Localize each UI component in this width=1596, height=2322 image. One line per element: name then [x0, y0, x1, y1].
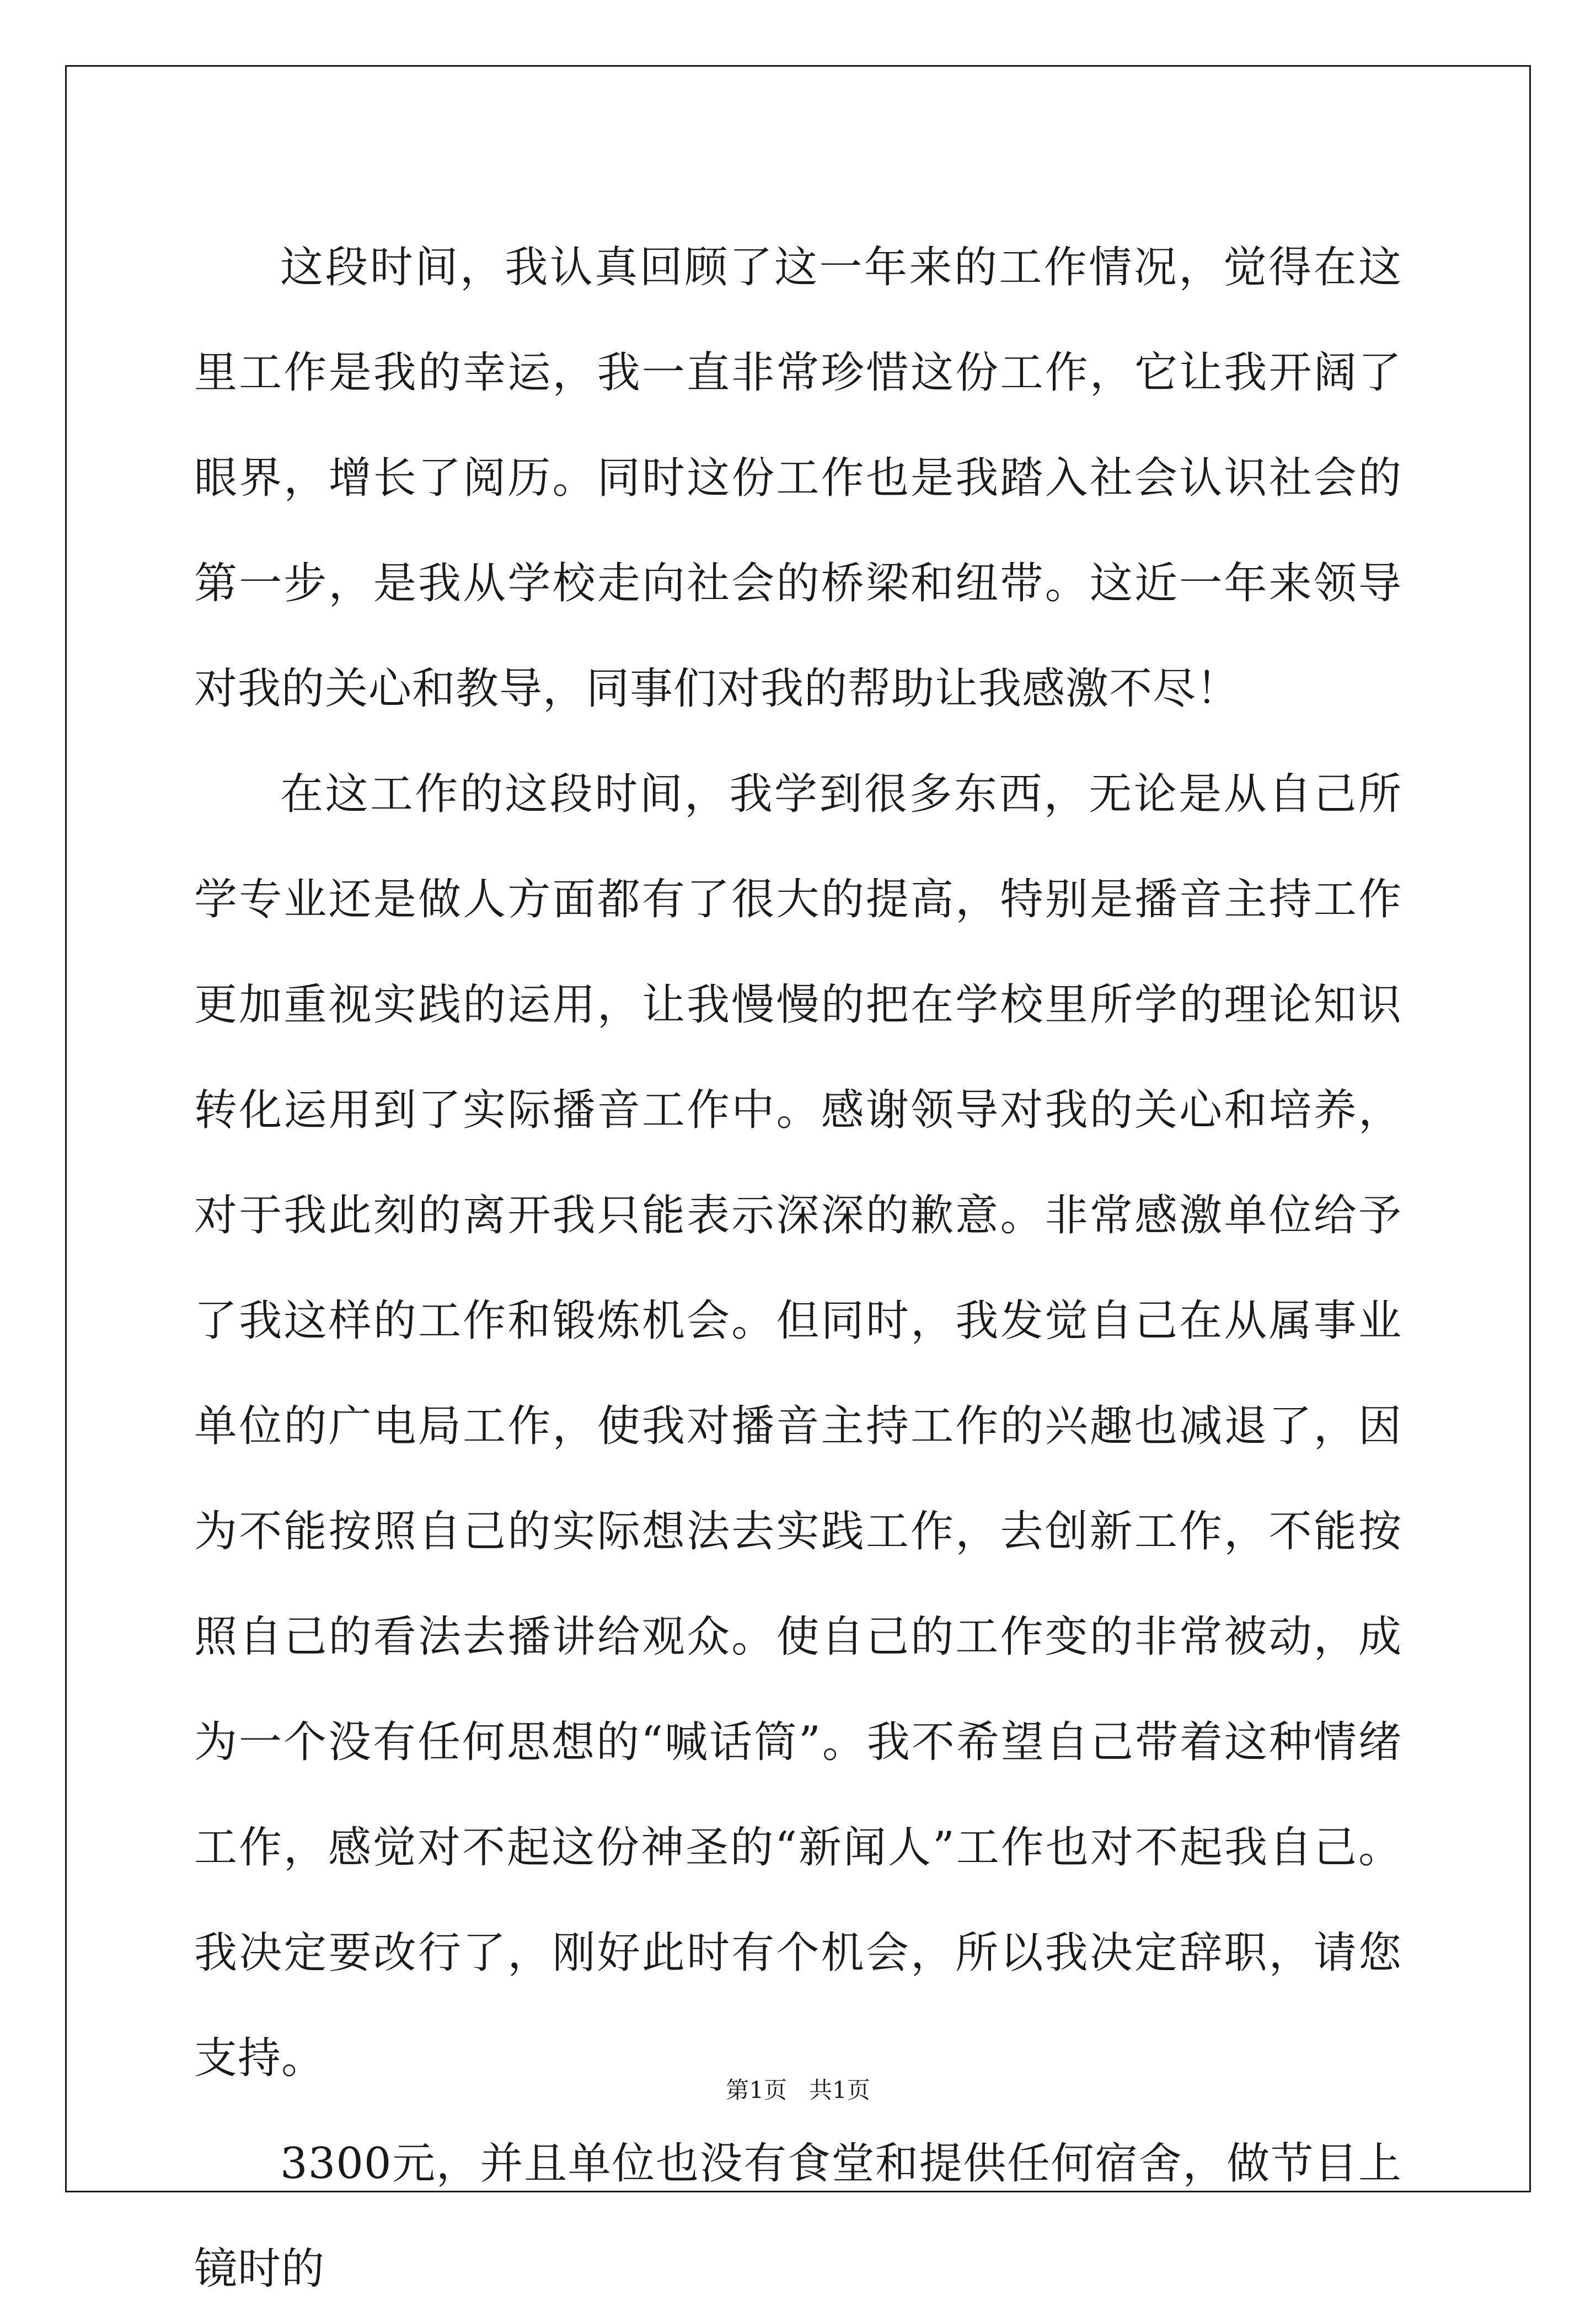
paragraph-2: 在这工作的这段时间，我学到很多东西，无论是从自己所学专业还是做人方面都有了很大的提高，特别是播音主持工作更加重视实践的运用，让我慢慢的把在学校里所学的理论知识转化运用到了实际播音工作中。感谢领导对我的关心和培养，对于我此刻的离开我只能表示深深的歉意。非常感激单位给予了我这样的工作和锻炼机会。但同时，我发觉自己在从属事业单位的广电局工作，使我对播音主持工作的兴趣也减退了，因为不能按照自己的实际想法去实践工作，去创新工作，不能按照自己的看法去播讲给观众。使自己的工作变的非常被动，成为一个没有任何思想的“喊话筒”。我不希望自己带着这种情绪工作，感觉对不起这份神圣的“新闻人”工作也对不起我自己。我决定要改行了，刚好此时有个机会，所以我决定辞职，请您支持。: [194, 769, 1402, 2083]
page-number-current: 第1页: [726, 2077, 787, 2104]
page-footer: [0, 2074, 1596, 2107]
paragraph-3: 3300元，并且单位也没有食堂和提供任何宿舍，做节目上镜时的: [194, 2139, 1402, 2294]
page-number-total: 共1页: [809, 2077, 870, 2104]
document-body: [194, 215, 1402, 2322]
paragraph-1: 这段时间，我认真回顾了这一年来的工作情况，觉得在这里工作是我的幸运，我一直非常珍惜这份工作，它让我开阔了眼界，增长了阅历。同时这份工作也是我踏入社会认识社会的第一步，是我从学校走向社会的桥梁和纽带。这近一年来领导对我的关心和教导，同事们对我的帮助让我感激不尽！: [194, 243, 1402, 714]
